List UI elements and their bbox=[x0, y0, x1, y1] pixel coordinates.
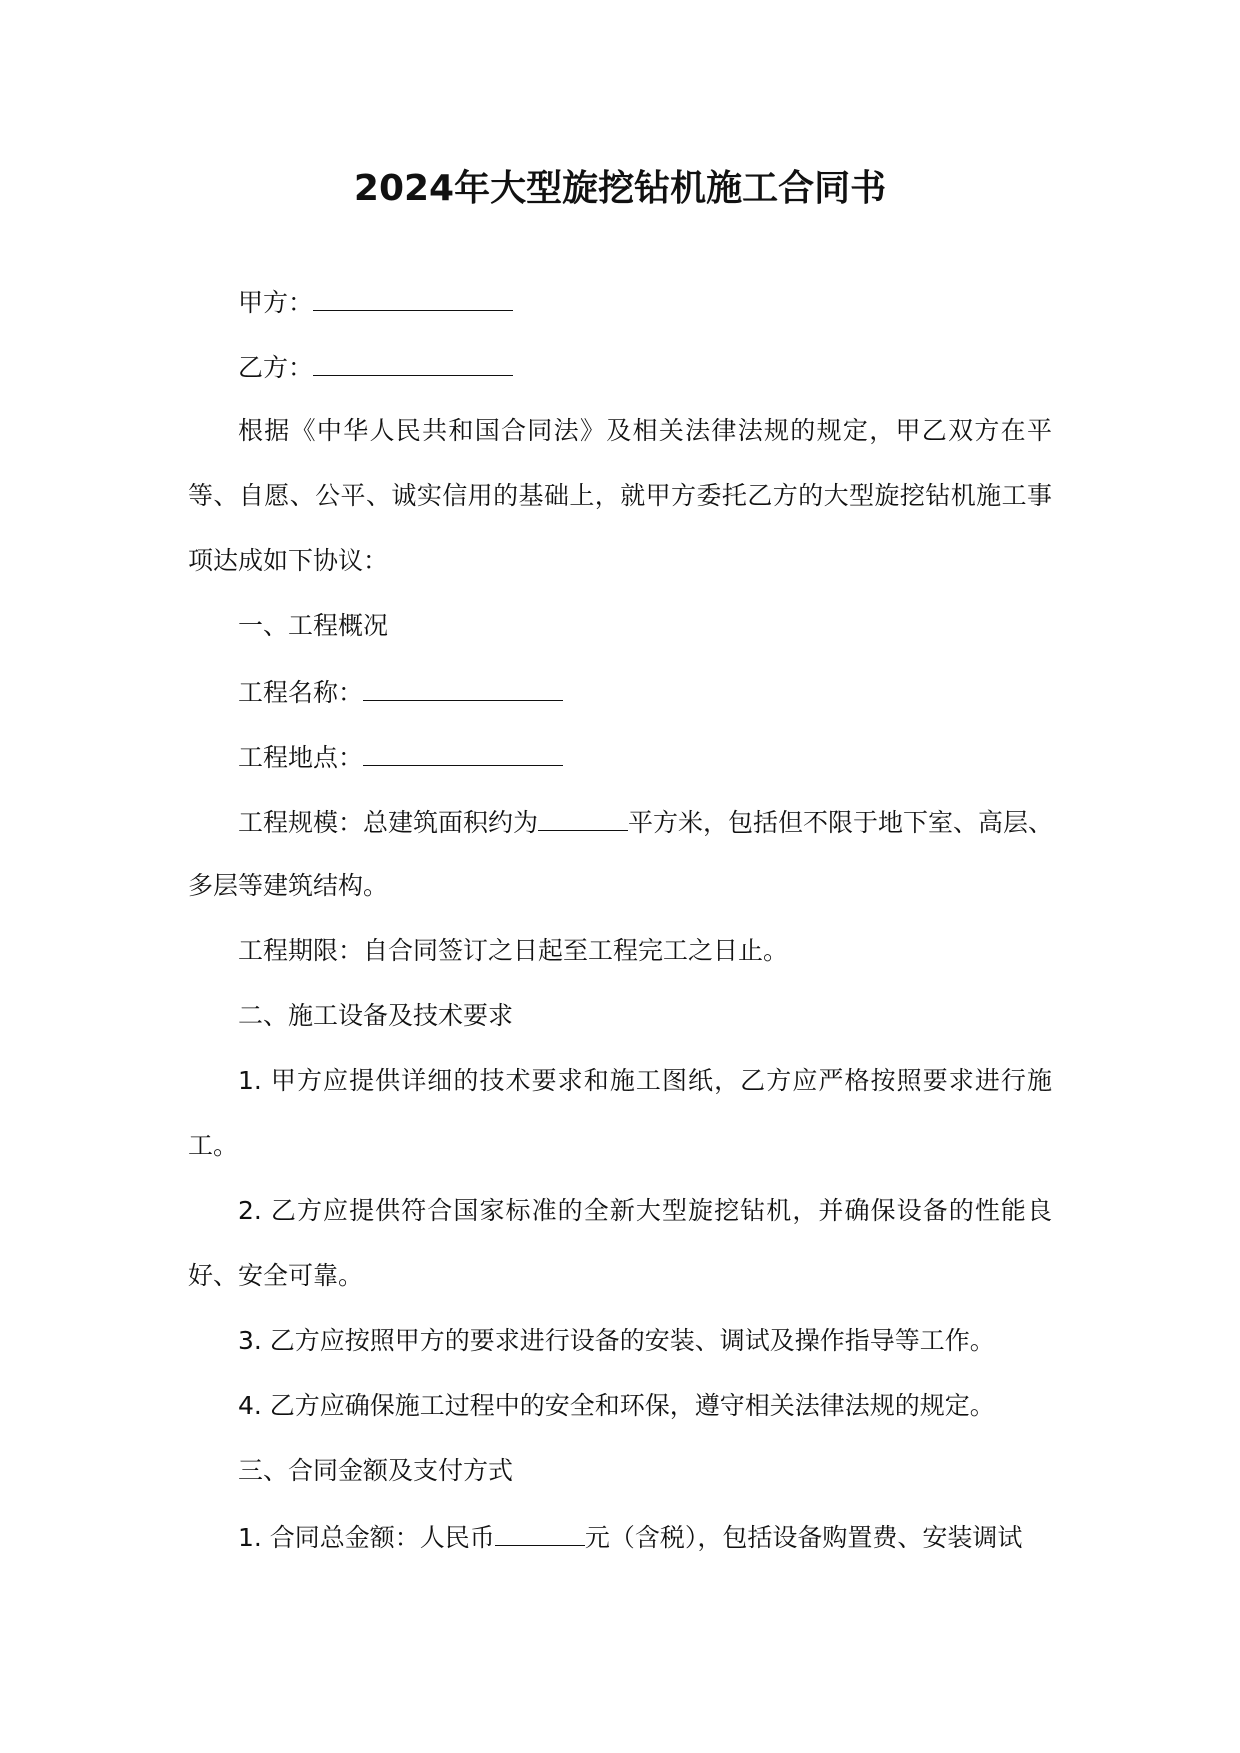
project-location-label: 工程地点： bbox=[238, 743, 364, 772]
document-title: 2024年大型旋挖钻机施工合同书 bbox=[353, 168, 887, 209]
area-blank[interactable] bbox=[538, 804, 628, 831]
scale-text: 工程规模：总建筑面积约为 bbox=[238, 808, 539, 837]
party-b-label: 乙方： bbox=[238, 353, 314, 382]
project-location-blank[interactable] bbox=[363, 739, 563, 766]
section-heading: 二、施工设备及技术要求 bbox=[238, 1001, 514, 1030]
project-name-label: 工程名称： bbox=[238, 678, 364, 707]
party-b-line bbox=[238, 349, 513, 385]
intro-line: 根据《中华人民共和国合同法》及相关法律法规的规定，甲乙双方在平 bbox=[238, 416, 1052, 445]
amount-blank[interactable] bbox=[495, 1519, 585, 1546]
section-heading: 一、工程概况 bbox=[238, 611, 389, 640]
paragraph-line: 3. 乙方应按照甲方的要求进行设备的安装、调试及操作指导等工作。 bbox=[238, 1326, 995, 1355]
intro-line: 项达成如下协议： bbox=[188, 546, 389, 575]
party-b-blank[interactable] bbox=[313, 349, 513, 376]
paragraph-line: 多层等建筑结构。 bbox=[188, 871, 389, 900]
scale-text: 平方米，包括但不限于地下室、高层、 bbox=[628, 808, 1054, 837]
party-a-label: 甲方： bbox=[238, 288, 314, 317]
party-a-blank[interactable] bbox=[313, 284, 513, 311]
paragraph-line: 2. 乙方应提供符合国家标准的全新大型旋挖钻机，并确保设备的性能良 bbox=[238, 1196, 1052, 1225]
paragraph-line: 好、安全可靠。 bbox=[188, 1261, 364, 1290]
intro-line: 等、自愿、公平、诚实信用的基础上，就甲方委托乙方的大型旋挖钻机施工事 bbox=[188, 481, 1052, 510]
paragraph-line: 1. 甲方应提供详细的技术要求和施工图纸，乙方应严格按照要求进行施 bbox=[238, 1066, 1052, 1095]
project-scale-line bbox=[238, 804, 1053, 840]
contract-amount-line bbox=[238, 1519, 1022, 1555]
project-name-line bbox=[238, 674, 563, 710]
party-a-line bbox=[238, 284, 513, 320]
project-name-blank[interactable] bbox=[363, 674, 563, 701]
amount-text: 元（含税），包括设备购置费、安装调试 bbox=[584, 1523, 1023, 1552]
project-location-line bbox=[238, 739, 563, 775]
amount-text: 1. 合同总金额：人民币 bbox=[238, 1523, 495, 1552]
paragraph-line: 4. 乙方应确保施工过程中的安全和环保，遵守相关法律法规的规定。 bbox=[238, 1391, 995, 1420]
section-heading: 三、合同金额及支付方式 bbox=[238, 1456, 514, 1485]
paragraph-line: 工。 bbox=[188, 1131, 239, 1160]
paragraph-line: 工程期限：自合同签订之日起至工程完工之日止。 bbox=[238, 936, 789, 965]
